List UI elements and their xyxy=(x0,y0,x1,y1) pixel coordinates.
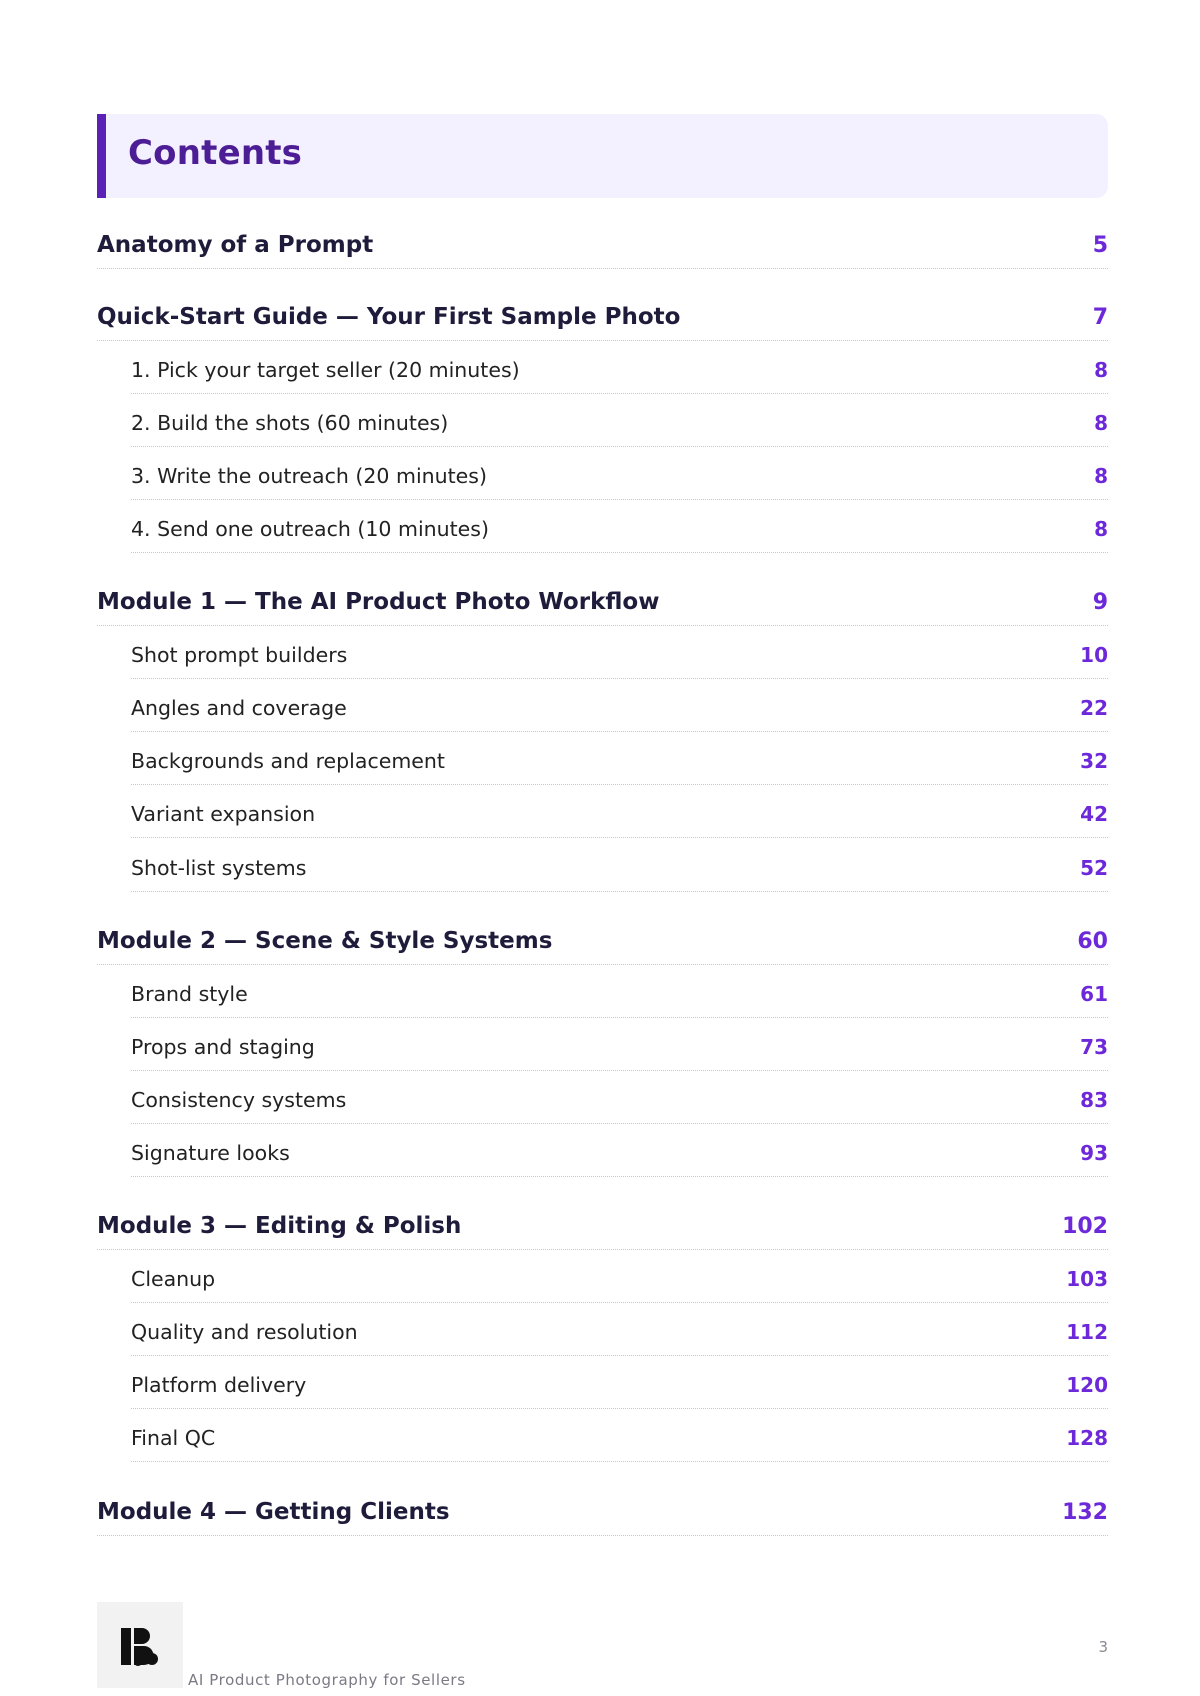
toc-entry-label: Module 1 — The AI Product Photo Workflow xyxy=(97,589,660,615)
toc-subentry-write-the-outreach[interactable] xyxy=(131,464,1108,500)
page-number: 3 xyxy=(1098,1638,1108,1656)
brand-logo xyxy=(97,1602,183,1688)
toc-entry-label: Final QC xyxy=(131,1426,216,1450)
toc-entry-label: Quick-Start Guide — Your First Sample Photo xyxy=(97,304,681,330)
toc-subentry-consistency-systems[interactable] xyxy=(131,1088,1108,1124)
toc-entry-page: 32 xyxy=(1080,749,1108,773)
toc-entry-label: Shot prompt builders xyxy=(131,643,348,667)
toc-entry-label: Platform delivery xyxy=(131,1373,307,1397)
toc-subentry-backgrounds-and-replacement[interactable] xyxy=(131,749,1108,785)
toc-subentry-final-qc[interactable] xyxy=(131,1426,1108,1462)
contents-header xyxy=(97,114,1108,198)
toc-entry-page: 8 xyxy=(1094,411,1108,435)
toc-entry-label: Shot-list systems xyxy=(131,856,307,880)
toc-entry-page: 8 xyxy=(1094,517,1108,541)
toc-entry-page: 8 xyxy=(1094,358,1108,382)
toc-entry-label: Module 3 — Editing & Polish xyxy=(97,1213,462,1239)
toc-entry-page: 42 xyxy=(1080,802,1108,826)
toc-entry-label: Module 4 — Getting Clients xyxy=(97,1499,450,1525)
toc-entry-label: Cleanup xyxy=(131,1267,216,1291)
toc-entry-anatomy-of-a-prompt[interactable] xyxy=(97,232,1108,269)
toc-entry-label: Anatomy of a Prompt xyxy=(97,232,374,258)
toc-entry-page: 60 xyxy=(1077,929,1108,954)
toc-subentry-pick-target-seller[interactable] xyxy=(131,358,1108,394)
toc-entry-page: 5 xyxy=(1092,233,1108,258)
toc-subentry-quality-and-resolution[interactable] xyxy=(131,1320,1108,1356)
toc-entry-label: Module 2 — Scene & Style Systems xyxy=(97,928,553,954)
toc-entry-label: Backgrounds and replacement xyxy=(131,749,445,773)
toc-entry-label: Quality and resolution xyxy=(131,1320,358,1344)
toc-subentry-angles-and-coverage[interactable] xyxy=(131,696,1108,732)
toc-subentry-cleanup[interactable] xyxy=(131,1267,1108,1303)
toc-subentry-shot-list-systems[interactable] xyxy=(131,856,1108,892)
toc-entry-label: Consistency systems xyxy=(131,1088,347,1112)
toc-entry-page: 7 xyxy=(1092,305,1108,330)
toc-subentry-props-and-staging[interactable] xyxy=(131,1035,1108,1071)
toc-entry-page: 61 xyxy=(1080,982,1108,1006)
toc-entry-label: Signature looks xyxy=(131,1141,290,1165)
toc-subentry-send-one-outreach[interactable] xyxy=(131,517,1108,553)
toc-entry-label: 2. Build the shots (60 minutes) xyxy=(131,411,449,435)
toc-entry-page: 9 xyxy=(1092,590,1108,615)
toc-subentry-brand-style[interactable] xyxy=(131,982,1108,1018)
toc-entry-module-3[interactable] xyxy=(97,1213,1108,1250)
brand-logo-icon xyxy=(97,1602,183,1688)
toc-entry-module-2[interactable] xyxy=(97,928,1108,965)
toc-entry-page: 93 xyxy=(1080,1141,1108,1165)
toc-entry-module-1[interactable] xyxy=(97,589,1108,626)
footer-book-title: AI Product Photography for Sellers xyxy=(188,1671,466,1689)
toc-entry-label: Brand style xyxy=(131,982,248,1006)
toc-entry-page: 120 xyxy=(1066,1373,1108,1397)
toc-entry-page: 8 xyxy=(1094,464,1108,488)
toc-entry-module-4[interactable] xyxy=(97,1499,1108,1536)
toc-subentry-platform-delivery[interactable] xyxy=(131,1373,1108,1409)
toc-entry-label: Angles and coverage xyxy=(131,696,347,720)
toc-entry-page: 103 xyxy=(1066,1267,1108,1291)
toc-entry-page: 52 xyxy=(1080,856,1108,880)
toc-entry-page: 102 xyxy=(1062,1214,1108,1239)
toc-subentry-build-the-shots[interactable] xyxy=(131,411,1108,447)
page-title: Contents xyxy=(128,133,303,173)
toc-subentry-signature-looks[interactable] xyxy=(131,1141,1108,1177)
toc-entry-page: 83 xyxy=(1080,1088,1108,1112)
toc-entry-label: Variant expansion xyxy=(131,802,316,826)
toc-entry-quick-start-guide[interactable] xyxy=(97,304,1108,341)
toc-entry-page: 73 xyxy=(1080,1035,1108,1059)
toc-subentry-variant-expansion[interactable] xyxy=(131,802,1108,838)
toc-entry-label: 4. Send one outreach (10 minutes) xyxy=(131,517,489,541)
toc-entry-page: 132 xyxy=(1062,1500,1108,1525)
toc-entry-page: 112 xyxy=(1066,1320,1108,1344)
toc-entry-label: Props and staging xyxy=(131,1035,315,1059)
toc-subentry-shot-prompt-builders[interactable] xyxy=(131,643,1108,679)
toc-entry-page: 10 xyxy=(1080,643,1108,667)
toc-entry-page: 22 xyxy=(1080,696,1108,720)
toc-entry-label: 1. Pick your target seller (20 minutes) xyxy=(131,358,520,382)
toc-entry-page: 128 xyxy=(1066,1426,1108,1450)
toc-entry-label: 3. Write the outreach (20 minutes) xyxy=(131,464,487,488)
